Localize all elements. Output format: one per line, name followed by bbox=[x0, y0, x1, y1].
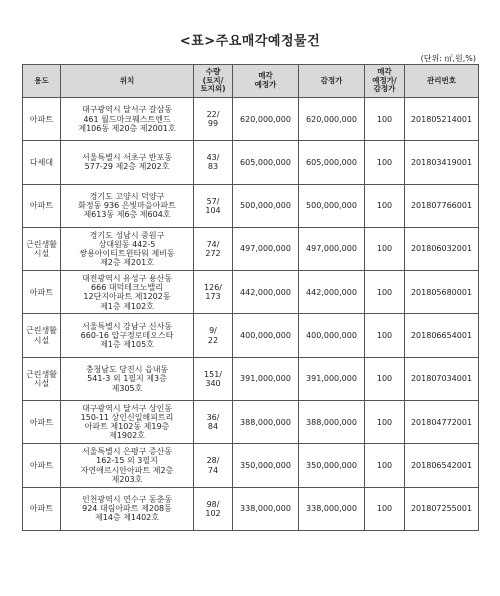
cell-mgmt-no: 201803419001 bbox=[405, 141, 479, 184]
table-row bbox=[23, 401, 479, 444]
cell-location: 경기도 성남시 중원구 상대원동 442-5 쌍용아이티트윈타워 제비동 제2층 제201호 bbox=[61, 227, 194, 270]
header-use: 용도 bbox=[23, 65, 61, 98]
table-row bbox=[23, 444, 479, 487]
cell-quantity: 151/ 340 bbox=[194, 357, 233, 400]
cell-location: 충청남도 당진시 읍내동 541-3 외 1필지 제3층 제305호 bbox=[61, 357, 194, 400]
table-row bbox=[23, 227, 479, 270]
cell-use: 아파트 bbox=[23, 401, 61, 444]
cell-ratio: 100 bbox=[365, 357, 405, 400]
cell-location: 서울특별시 강남구 신사동 660-16 압구정로데오스타 제1층 제105호 bbox=[61, 314, 194, 357]
cell-sale-price: 338,000,000 bbox=[233, 487, 299, 530]
cell-location: 대전광역시 유성구 용산동 666 대덕테크노밸리 12단지아파트 제1202동 제1층 제102호 bbox=[61, 271, 194, 314]
header-ratio: 매각 예정가/ 감정가 bbox=[365, 65, 405, 98]
cell-sale-price: 500,000,000 bbox=[233, 184, 299, 227]
cell-appraisal: 605,000,000 bbox=[299, 141, 365, 184]
cell-mgmt-no: 201805214001 bbox=[405, 98, 479, 141]
cell-use: 근린생활 시설 bbox=[23, 357, 61, 400]
header-quantity: 수량 (토지/ 토지외) bbox=[194, 65, 233, 98]
cell-location: 대구광역시 달서구 상인동 150-11 상인신일해피트리 아파트 제102동 제19층 제1902호 bbox=[61, 401, 194, 444]
cell-ratio: 100 bbox=[365, 314, 405, 357]
cell-location: 경기도 고양시 덕양구 화정동 936 은빛마을아파트 제613동 제6층 제604호 bbox=[61, 184, 194, 227]
cell-ratio: 100 bbox=[365, 401, 405, 444]
cell-ratio: 100 bbox=[365, 271, 405, 314]
sale-property-table bbox=[22, 64, 479, 531]
cell-quantity: 98/ 102 bbox=[194, 487, 233, 530]
cell-appraisal: 338,000,000 bbox=[299, 487, 365, 530]
cell-use: 근린생활 시설 bbox=[23, 314, 61, 357]
table-row bbox=[23, 314, 479, 357]
cell-mgmt-no: 201806542001 bbox=[405, 444, 479, 487]
cell-quantity: 43/ 83 bbox=[194, 141, 233, 184]
cell-appraisal: 400,000,000 bbox=[299, 314, 365, 357]
cell-location: 인천광역시 연수구 동춘동 924 대림아파트 제208동 제14층 제1402호 bbox=[61, 487, 194, 530]
table-row bbox=[23, 487, 479, 530]
cell-quantity: 126/ 173 bbox=[194, 271, 233, 314]
table-row bbox=[23, 271, 479, 314]
cell-appraisal: 391,000,000 bbox=[299, 357, 365, 400]
cell-location: 서울특별시 서초구 반포동 577-29 제2층 제202호 bbox=[61, 141, 194, 184]
cell-sale-price: 442,000,000 bbox=[233, 271, 299, 314]
cell-mgmt-no: 201806032001 bbox=[405, 227, 479, 270]
cell-ratio: 100 bbox=[365, 227, 405, 270]
cell-sale-price: 391,000,000 bbox=[233, 357, 299, 400]
cell-mgmt-no: 201807766001 bbox=[405, 184, 479, 227]
cell-sale-price: 605,000,000 bbox=[233, 141, 299, 184]
cell-mgmt-no: 201807034001 bbox=[405, 357, 479, 400]
cell-use: 아파트 bbox=[23, 487, 61, 530]
cell-ratio: 100 bbox=[365, 444, 405, 487]
cell-ratio: 100 bbox=[365, 98, 405, 141]
cell-sale-price: 400,000,000 bbox=[233, 314, 299, 357]
table-row bbox=[23, 357, 479, 400]
cell-appraisal: 388,000,000 bbox=[299, 401, 365, 444]
cell-use: 아파트 bbox=[23, 98, 61, 141]
cell-quantity: 22/ 99 bbox=[194, 98, 233, 141]
cell-sale-price: 388,000,000 bbox=[233, 401, 299, 444]
cell-appraisal: 497,000,000 bbox=[299, 227, 365, 270]
header-appraisal: 감정가 bbox=[299, 65, 365, 98]
cell-ratio: 100 bbox=[365, 184, 405, 227]
header-location: 위치 bbox=[61, 65, 194, 98]
cell-appraisal: 500,000,000 bbox=[299, 184, 365, 227]
table-header-row bbox=[23, 65, 479, 98]
cell-mgmt-no: 201807255001 bbox=[405, 487, 479, 530]
cell-use: 아파트 bbox=[23, 271, 61, 314]
cell-location: 서울특별시 은평구 증산동 162-15 외 3필지 자연애르시안아파트 제2층 제203호 bbox=[61, 444, 194, 487]
cell-appraisal: 620,000,000 bbox=[299, 98, 365, 141]
table-row bbox=[23, 98, 479, 141]
cell-quantity: 36/ 84 bbox=[194, 401, 233, 444]
cell-appraisal: 350,000,000 bbox=[299, 444, 365, 487]
cell-use: 아파트 bbox=[23, 444, 61, 487]
cell-appraisal: 442,000,000 bbox=[299, 271, 365, 314]
cell-use: 근린생활 시설 bbox=[23, 227, 61, 270]
table-row bbox=[23, 141, 479, 184]
cell-mgmt-no: 201805680001 bbox=[405, 271, 479, 314]
cell-use: 다세대 bbox=[23, 141, 61, 184]
cell-quantity: 74/ 272 bbox=[194, 227, 233, 270]
cell-quantity: 28/ 74 bbox=[194, 444, 233, 487]
cell-location: 대구광역시 달서구 갈삼동 461 월드마크웨스트엔드 제106동 제20층 제2001호 bbox=[61, 98, 194, 141]
cell-ratio: 100 bbox=[365, 487, 405, 530]
cell-sale-price: 350,000,000 bbox=[233, 444, 299, 487]
table-row bbox=[23, 184, 479, 227]
cell-mgmt-no: 201806654001 bbox=[405, 314, 479, 357]
cell-sale-price: 620,000,000 bbox=[233, 98, 299, 141]
cell-sale-price: 497,000,000 bbox=[233, 227, 299, 270]
cell-quantity: 9/ 22 bbox=[194, 314, 233, 357]
cell-quantity: 57/ 104 bbox=[194, 184, 233, 227]
document-title: <표>주요매각예정물건 bbox=[179, 34, 321, 49]
header-sale-price: 매각 예정가 bbox=[233, 65, 299, 98]
unit-note: (단위: ㎡,원,%) bbox=[420, 54, 476, 63]
cell-mgmt-no: 201804772001 bbox=[405, 401, 479, 444]
cell-use: 아파트 bbox=[23, 184, 61, 227]
cell-ratio: 100 bbox=[365, 141, 405, 184]
header-mgmt-no: 관리번호 bbox=[405, 65, 479, 98]
